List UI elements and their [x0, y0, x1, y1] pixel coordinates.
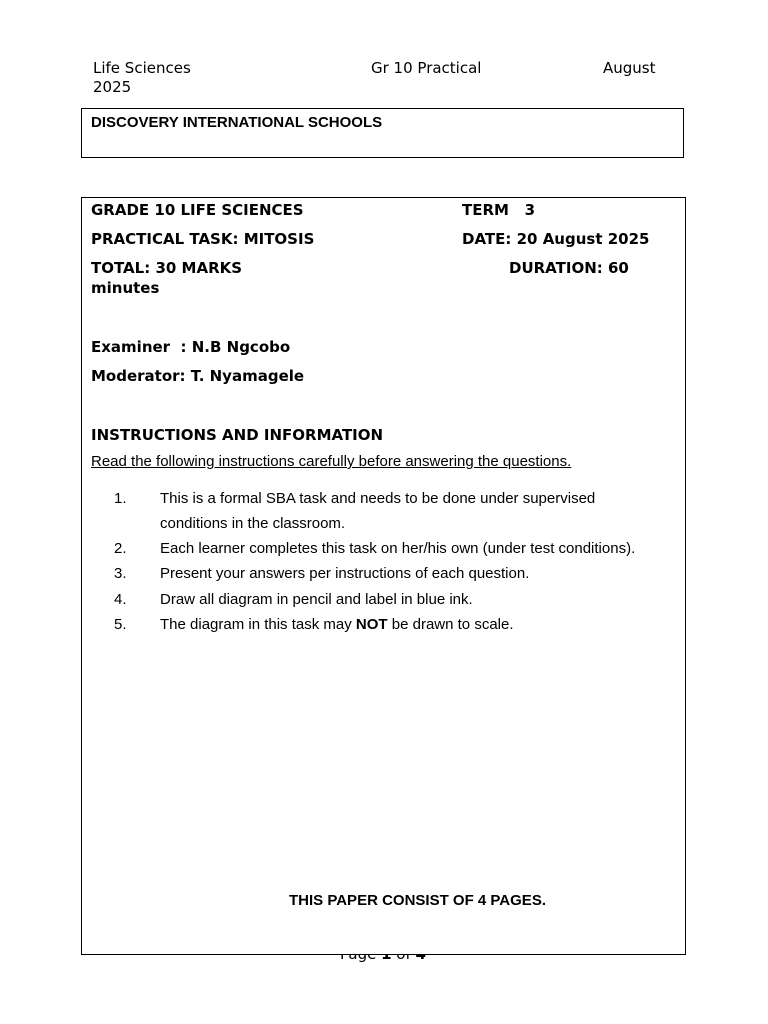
instruction-number: 4.: [114, 591, 127, 608]
header-year: 2025: [93, 78, 132, 96]
instruction-text-part: be drawn to scale.: [387, 616, 514, 633]
total-marks: TOTAL: 30 MARKS: [91, 259, 243, 277]
date-label: DATE: 20 August 2025: [462, 230, 650, 248]
header-subject: Life Sciences: [93, 59, 191, 77]
duration-unit: minutes: [91, 279, 160, 297]
moderator: Moderator: T. Nyamagele: [91, 367, 305, 385]
instruction-number: 3.: [114, 565, 127, 582]
grade-title: GRADE 10 LIFE SCIENCES: [91, 201, 304, 219]
instruction-text: Draw all diagram in pencil and label in blue ink.: [160, 591, 473, 608]
instructions-intro: Read the following instructions carefully before answering the questions.: [91, 453, 572, 470]
instruction-text: Present your answers per instructions of each question.: [160, 565, 530, 582]
instruction-text: [160, 615, 514, 635]
school-name: DISCOVERY INTERNATIONAL SCHOOLS: [91, 114, 383, 131]
instruction-text: Each learner completes this task on her/his own (under test conditions).: [160, 540, 636, 557]
task-title: PRACTICAL TASK: MITOSIS: [91, 230, 315, 248]
instruction-number: 2.: [114, 540, 127, 557]
page-count-note: THIS PAPER CONSIST OF 4 PAGES.: [289, 892, 546, 909]
instruction-text-continued: conditions in the classroom.: [160, 515, 346, 532]
school-box: [81, 108, 684, 158]
instruction-emphasis: NOT: [355, 616, 388, 633]
instructions-heading: INSTRUCTIONS AND INFORMATION: [91, 426, 384, 444]
cover-box: [81, 197, 686, 955]
instruction-text: This is a formal SBA task and needs to be done under supervised: [160, 490, 596, 507]
term-label: TERM 3: [462, 201, 536, 219]
instruction-number: 1.: [114, 490, 127, 507]
header-title: Gr 10 Practical: [371, 59, 482, 77]
instruction-text-part: The diagram in this task may: [160, 616, 356, 633]
examiner: Examiner : N.B Ngcobo: [91, 338, 291, 356]
instruction-number: 5.: [114, 616, 127, 633]
header-month: August: [603, 59, 656, 77]
duration-label: DURATION: 60: [509, 259, 629, 277]
